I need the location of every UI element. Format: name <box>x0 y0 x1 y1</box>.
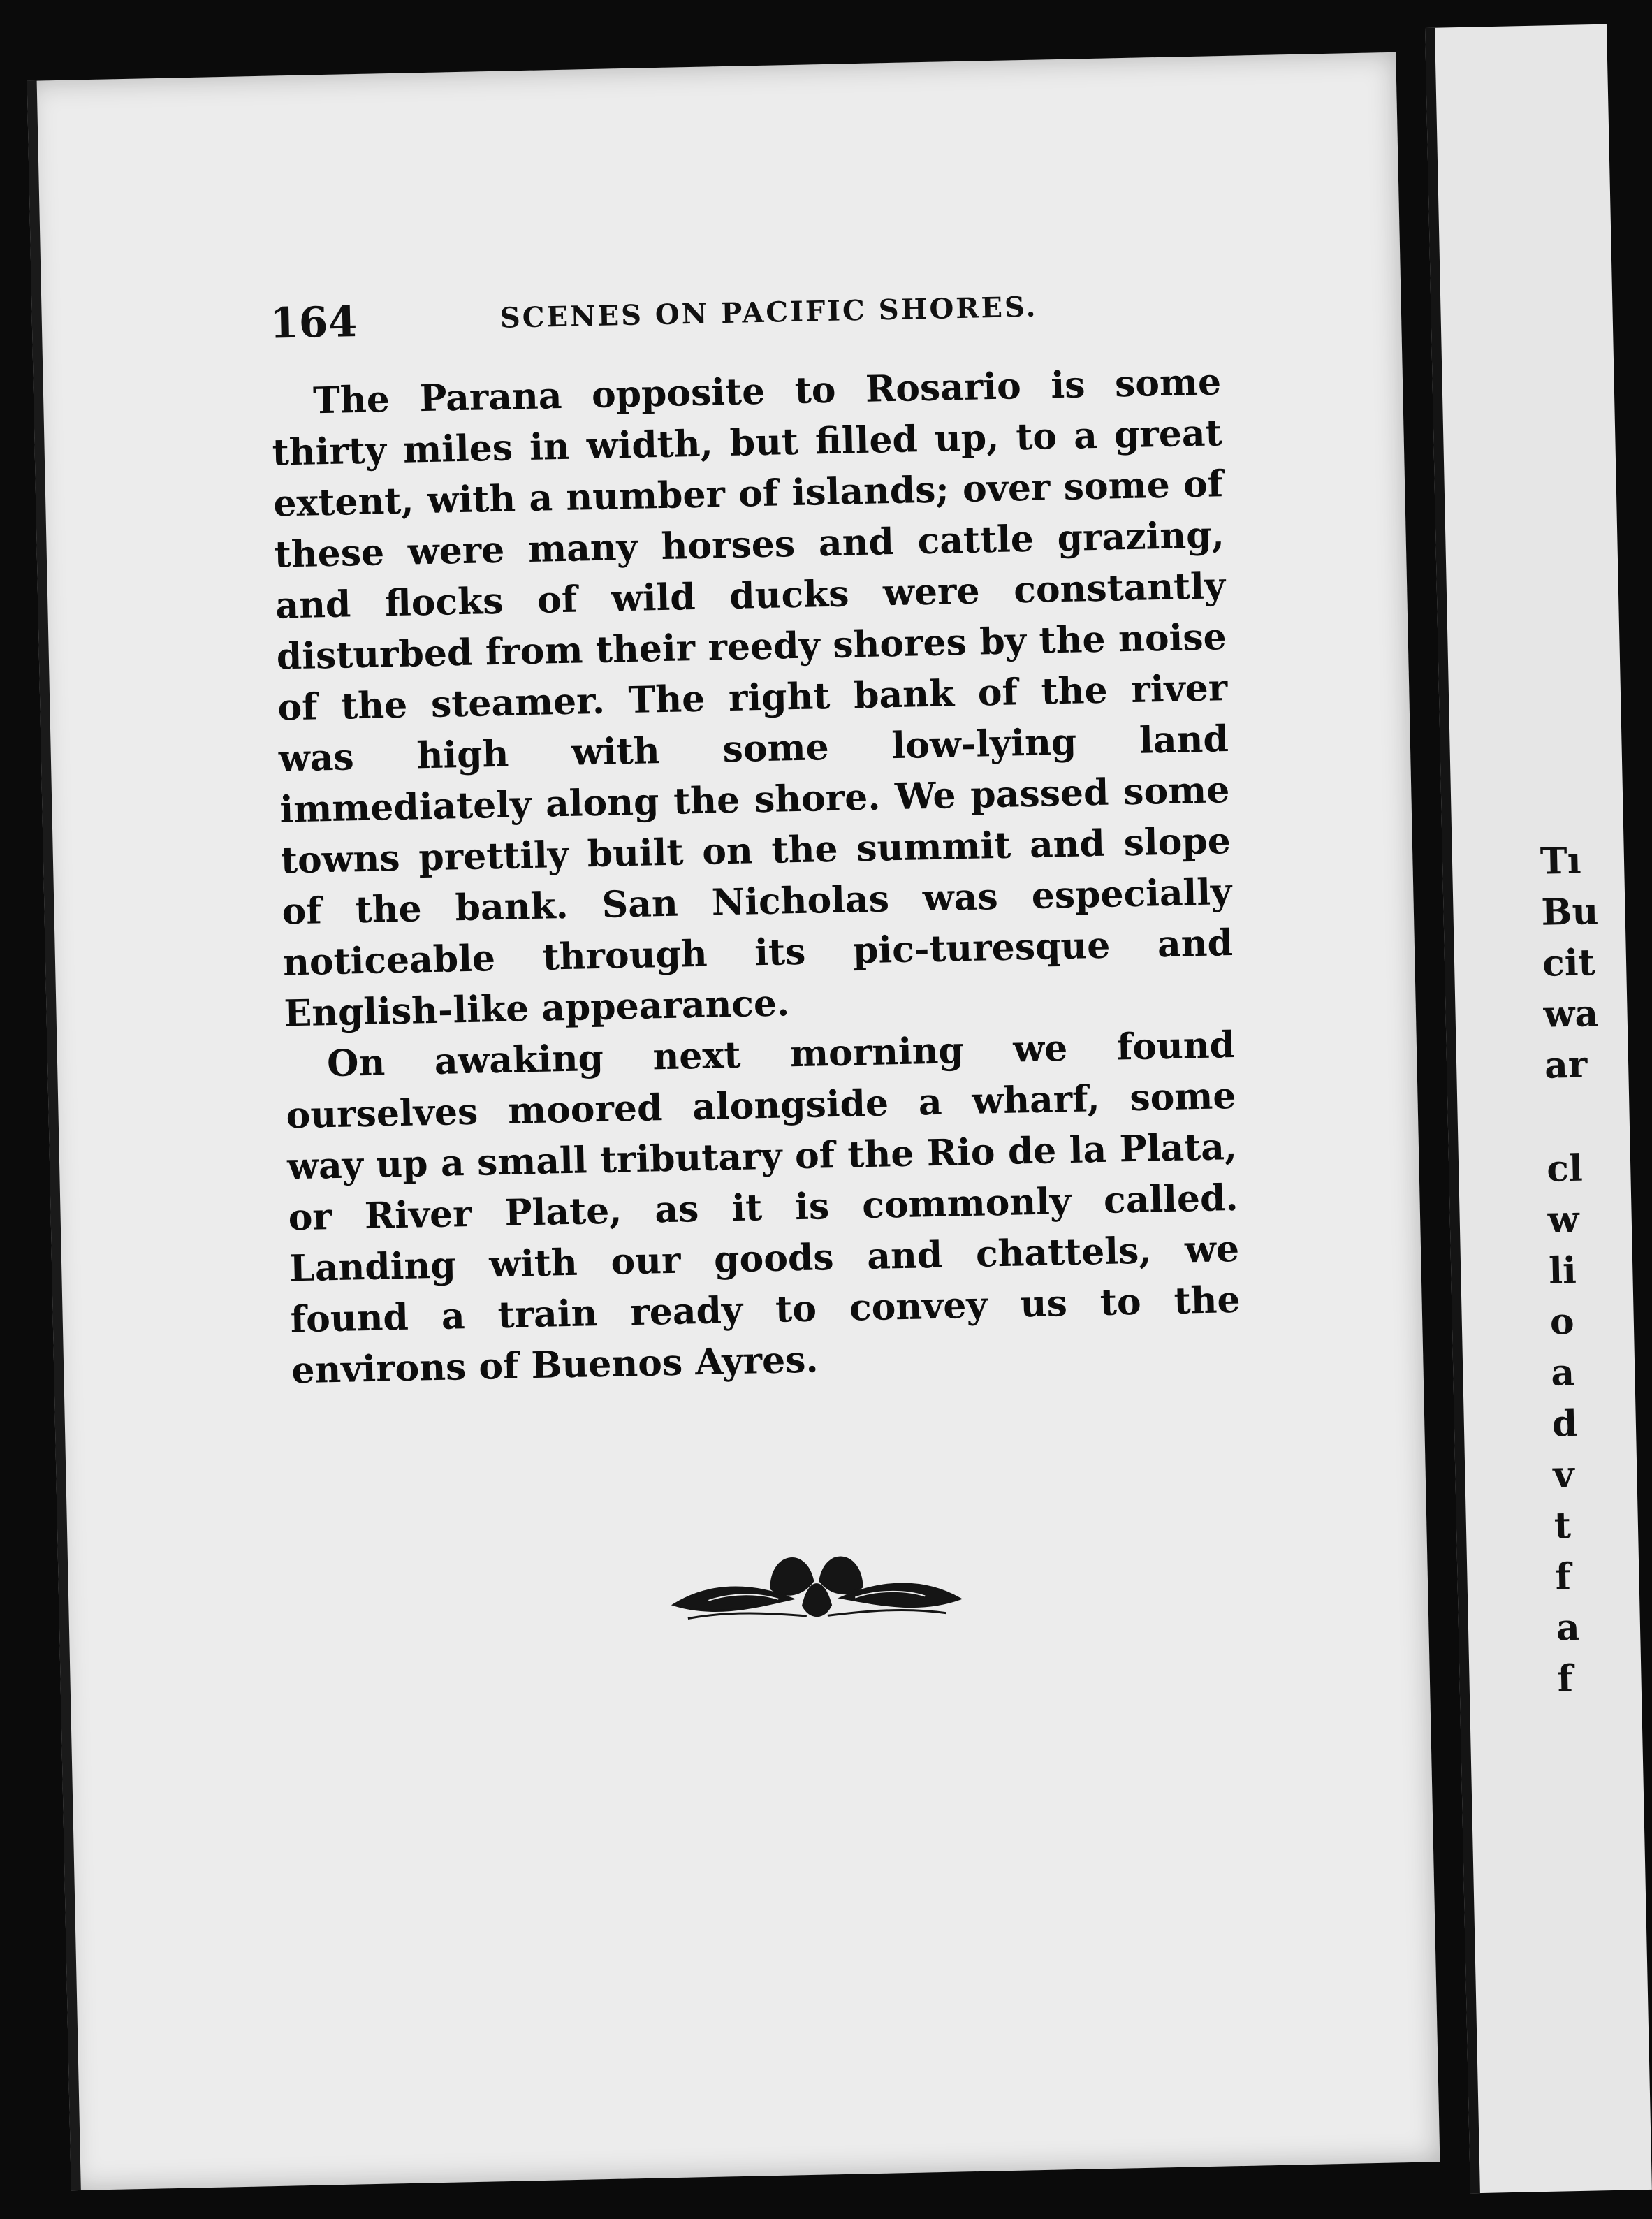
page-number: 164 <box>269 298 358 349</box>
body-text <box>271 356 1242 1396</box>
facing-fragment: ar <box>1544 1043 1588 1087</box>
paragraph-1: The Parana opposite to Rosario is some thirty miles in width, but filled up, to a great extent, with a number of islands; over some of these were many horses and cattle grazing, and flocks of wild ducks were constantly disturbed from their reedy shores by the noise of the steamer. The right bank of the river was high with some low-lying land immediately along the shore. We passed some towns prettily built on the summit and slope of the bank. San Nicholas was especially noticeable through its pic-turesque and English-like appearance. <box>272 361 1234 1035</box>
facing-fragment: v <box>1552 1453 1575 1497</box>
floral-tailpiece-icon <box>666 1536 968 1647</box>
paragraph-2: On awaking next morning we found ourselves moored alongside a wharf, some way up a small tributary of the Rio de la Plata, or River Plate, as it is commonly called. Landing with our goods and chattels, we found a train ready to convey us to the environs of Buenos Ayres. <box>286 1023 1241 1392</box>
facing-page <box>1425 24 1652 2194</box>
running-title: SCENES ON PACIFIC SHORES. <box>499 290 1038 335</box>
facing-fragment: t <box>1554 1504 1572 1548</box>
facing-fragment: o <box>1549 1300 1575 1344</box>
facing-fragment: Bu <box>1540 890 1599 934</box>
facing-fragment: f <box>1554 1555 1572 1599</box>
facing-fragment: a <box>1550 1351 1575 1395</box>
facing-fragment: cit <box>1542 941 1596 985</box>
facing-fragment: wa <box>1542 992 1599 1036</box>
facing-fragment: f <box>1556 1657 1574 1701</box>
facing-fragment: a <box>1556 1606 1581 1650</box>
facing-fragment: li <box>1548 1249 1577 1293</box>
page-header <box>269 279 1262 356</box>
facing-fragment: cl <box>1546 1147 1584 1191</box>
left-page <box>27 52 1440 2190</box>
facing-fragment: w <box>1547 1198 1580 1242</box>
page-gutter <box>27 81 81 2191</box>
facing-fragment: Tı <box>1540 839 1582 883</box>
facing-fragment: d <box>1551 1402 1578 1446</box>
